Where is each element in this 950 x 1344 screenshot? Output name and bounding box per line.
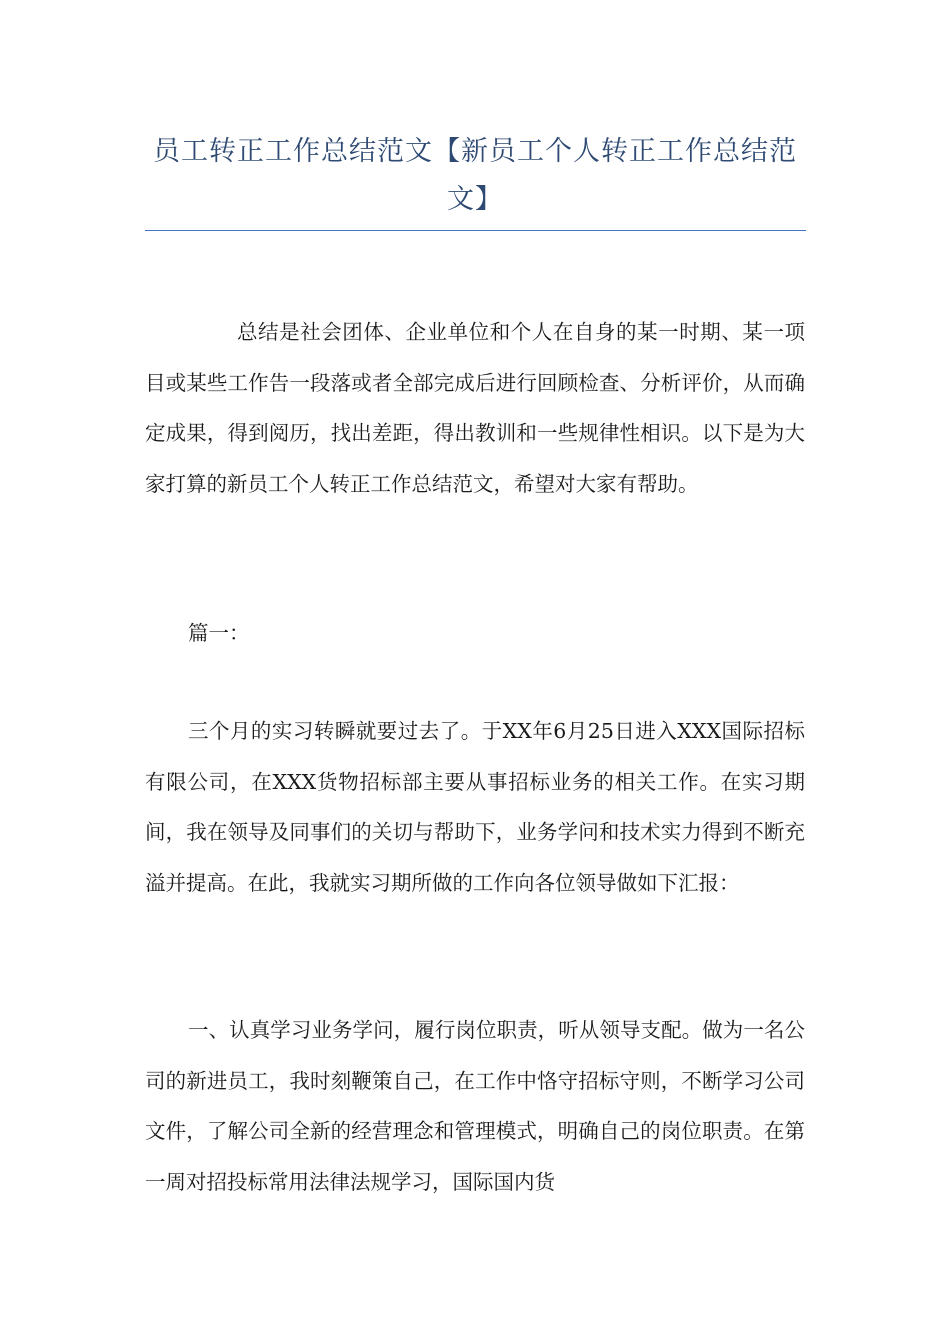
body-paragraph-1: 三个月的实习转瞬就要过去了。于XX年6月25日进入XXX国际招标有限公司，在XXX货物招标部主要从事招标业务的相关工作。在实习期间，我在领导及同事们的关切与帮助下，业务学问和技术实力得到不断充溢并提高。在此，我就实习期所做的工作向各位领导做如下汇报：	[145, 719, 805, 895]
document-title: 员工转正工作总结范文【新员工个人转正工作总结范文】	[153, 136, 797, 215]
body-paragraph-2: 一、认真学习业务学问，履行岗位职责，听从领导支配。做为一名公司的新进员工，我时刻鞭策自己，在工作中恪守招标守则，不断学习公司文件，了解公司全新的经营理念和管理模式，明确自己的岗位职责。在第一周对招投标常用法律法规学习，国际国内货	[145, 1018, 805, 1194]
title-underline	[145, 230, 806, 231]
section-heading: 篇一：	[188, 621, 250, 645]
intro-paragraph: 总结是社会团体、企业单位和个人在自身的某一时期、某一项目或某些工作告一段落或者全部完成后进行回顾检查、分析评价，从而确定成果，得到阅历，找出差距，得出教训和一些规律性相识。以下是为大家打算的新员工个人转正工作总结范文，希望对大家有帮助。	[145, 320, 805, 496]
